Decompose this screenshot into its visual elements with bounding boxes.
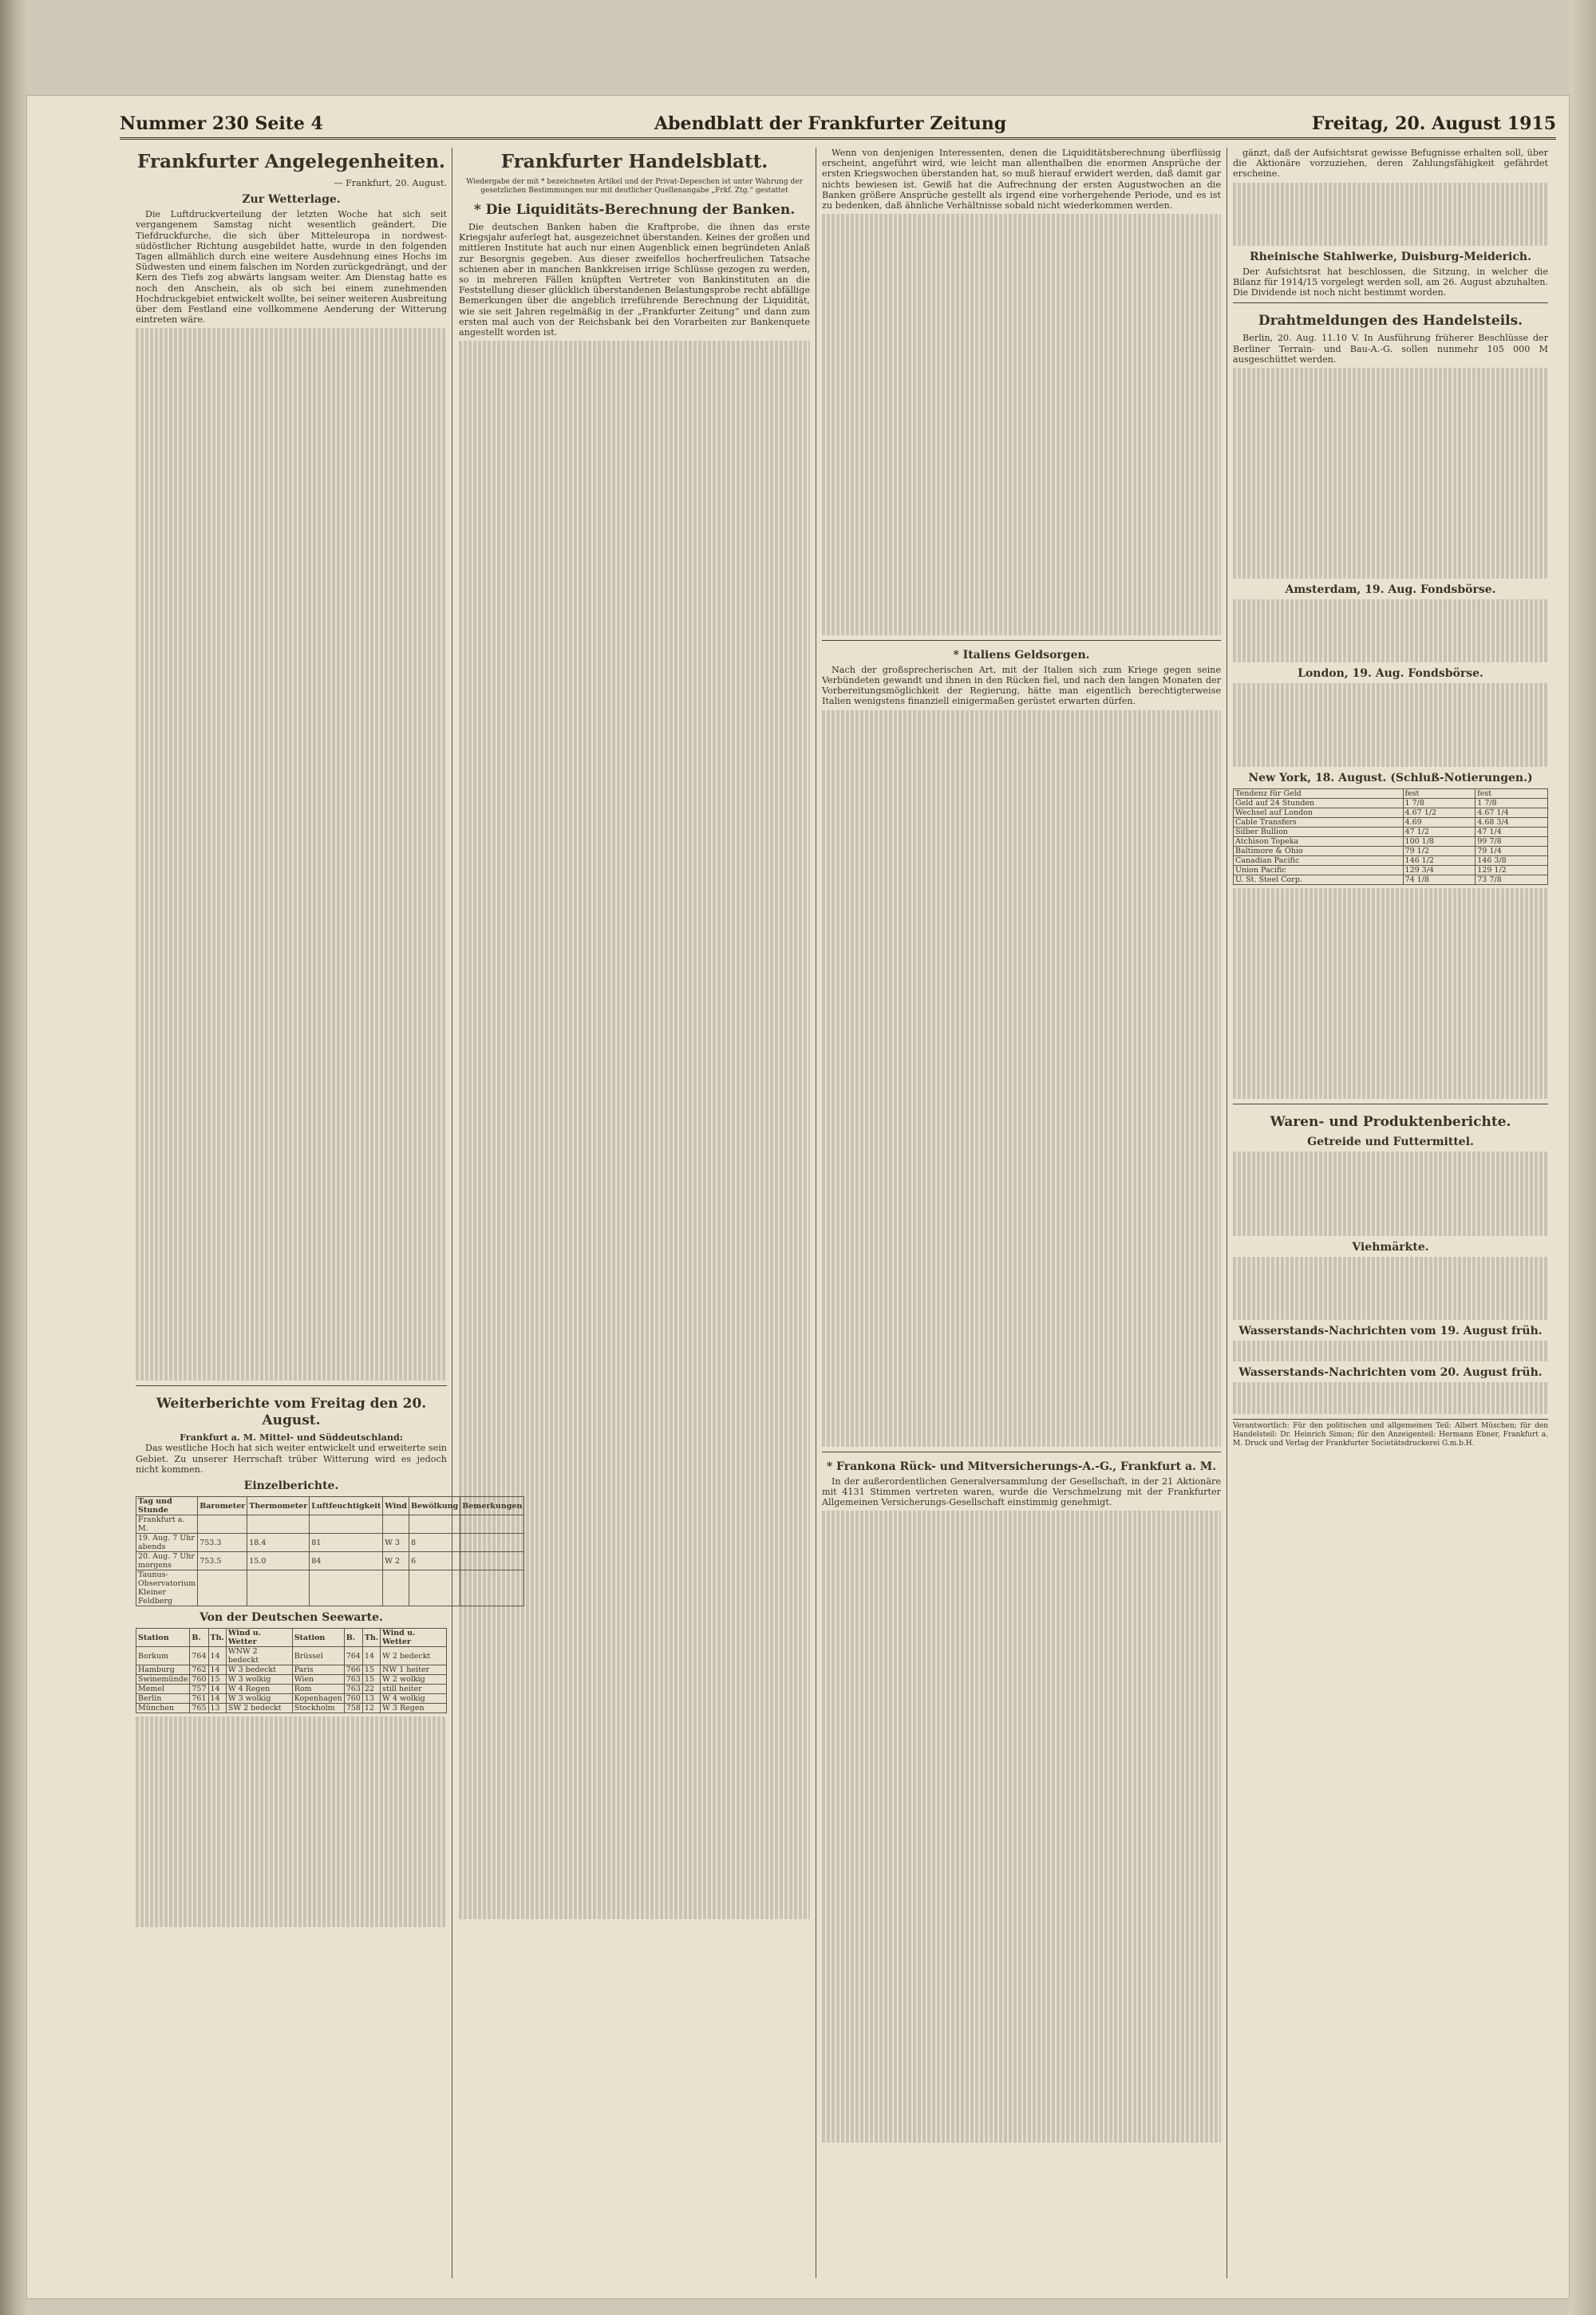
table-row: Swinemünde 760 15 W 3 wolkig Wien 763 15 W 2 wolkig [136,1675,447,1685]
table-row: Borkum 764 14 WNW 2 bedeckt Brüssel 764 14 W 2 bedeckt [136,1647,447,1665]
article-text-top: gänzt, daß der Aufsichtsrat gewisse Befugnisse erhalten soll, über die Aktionäre vorzuziehen, deren Zahlungsfähigkeit gefährdet erscheine. [1233,148,1548,180]
observations-table: Tag und Stunde Barometer Thermometer Luftfeuchtigkeit Wind Bewölkung Bemerkungen Frankfurt a. M. 19. Aug. 7 Uhr abends 753.3 18.4 81 W 3 8 20. Aug. 7 Uhr morgens 753.5 15.0 84 W 2 6 Taunus-Observatorium Kleiner Feldberg [136,1496,524,1606]
article-text-italy: Nach der großsprecherischen Art, mit der Italien sich zum Kriege gegen seine Verbündeten gewandt und ihnen in den Rücken fiel, und nach den langen Monaten der Vorbereitungsmöglichkeit der Regierung, hätte man eigentlich berechtigterweise Italien wenigstens finanziell einigermaßen gerüstet erwarten dürfen. [822,664,1221,707]
newyork-heading: New York, 18. August. (Schluß-Notierungen.) [1248,772,1533,785]
article-text-continued: Wenn von denjenigen Interessenten, denen die Liquiditätsberechnung überflüssig erscheint, angeführt wird, wie leicht man allenthalben die enormen Ansprüche der ersten Kriegswochen überstanden hat, so muß hierauf erwidert werden, daß damit gar nichts bewiesen ist. Gewiß hat die Aufrechnung der ersten Augustwochen an die Banken größere Ansprüche gestellt als irgend eine vorhergehende Periode, und es ist zu bedenken, daß ähnliche Verhältnisse sobald nicht wiederkommen werden. [822,148,1221,211]
table-row: Geld auf 24 Stunden 1 7/8 1 7/8 [1234,799,1548,808]
text-block [1233,1152,1548,1236]
text-block [1233,1382,1548,1414]
text-block [1233,888,1548,1099]
article-text-frankona: In der außerordentlichen Generalversammlung der Gesellschaft, in der 21 Aktionäre mit 4131 Stimmen vertreten waren, wurde die Verschmelzung mit der Frankfurter Allgemeinen Versicherungs-Gesellschaft einstimmig genehmigt. [822,1476,1221,1508]
table-row: Baltimore & Ohio 79 1/2 79 1/4 [1234,847,1548,856]
weather-text: Die Luftdruckverteilung der letzten Woche hat sich seit vergangenem Samstag nicht wesentlich geändert. Die Tiefdruckfurche, die sich über Mitteleuropa in nordwest-südöstlicher Richtung ausgebildet hatte, wurde in den folgenden Tagen allmählich durch eine weitere Ausdehnung eines Hochs im Südwesten und einem falschen im Norden zurückgedrängt, und der Kern des Tiefs zog abwärts langsam weiter. Am Dienstag hatte es noch den Anschein, als ob sich bei einem zunehmenden Hochdruckgebiet entwickelt wollte, bei seiner weiteren Ausbreitung über dem Festland eine vollkommene Aenderung der Witterung eintreten wäre. [136,209,447,326]
wire-news-heading: Drahtmeldungen des Handelsteils. [1258,313,1523,330]
table-row: Taunus-Observatorium Kleiner Feldberg [136,1570,524,1606]
text-block [136,1716,447,1927]
article-heading-liquidity: * Die Liquiditäts-Berechnung der Banken. [473,202,796,218]
table-row: München 765 13 SW 2 bedeckt Stockholm 758 12 W 3 Regen [136,1704,447,1713]
table-row: U. St. Steel Corp. 74 1/8 73 7/8 [1234,875,1548,885]
text-block [1233,1257,1548,1320]
table-row: Hamburg 762 14 W 3 bedeckt Paris 766 15 NW 1 heiter [136,1665,447,1675]
article-heading-frankona: * Frankona Rück- und Mitversicherungs-A.-G., Frankfurt a. M. [826,1460,1217,1473]
text-block [1233,683,1548,768]
goods-report-heading: Waren- und Produktenberichte. [1270,1114,1511,1131]
newspaper-title: Abendblatt der Frankfurter Zeitung [654,113,1007,134]
table-row: 20. Aug. 7 Uhr morgens 753.5 15.0 84 W 2 6 [136,1552,524,1570]
book-binding [0,0,27,2315]
table-row: Cable Transfers 4.69 4.68 3/4 [1234,818,1548,828]
cattle-heading: Viehmärkte. [1352,1240,1429,1254]
weather-heading: Zur Wetterlage. [242,193,341,207]
masthead [120,112,1556,140]
grain-heading: Getreide und Futtermittel. [1307,1136,1474,1149]
page-edge [1569,0,1596,2315]
section-title-local: Frankfurter Angelegenheiten. [137,151,445,172]
table-row: Wechsel auf London 4.67 1/2 4.67 1/4 [1234,808,1548,818]
article-heading-steel: Rheinische Stahlwerke, Duisburg-Meiderich. [1250,250,1531,263]
dateline: — Frankfurt, 20. August. [334,178,447,188]
table-row: 19. Aug. 7 Uhr abends 753.3 18.4 81 W 3 8 [136,1534,524,1552]
newyork-table [1233,788,1548,885]
stations-table: Station B. Th. Wind u. Wetter Station B. Th. Wind u. Wetter Borkum 764 14 WNW 2 bedeckt Brüssel 764 14 W 2 bedeckt Hamburg 762 14 W 3 bedeckt Paris 766 15 NW 1 heiter Swinemünde 760 15 W 3 wolkig Wien 763 15 W 2 wolkig Memel 757 14 W 4 Regen Rom 763 22 still heiter Berlin 761 14 W 3 wolkig Kopenhagen 760 13 W 4 wolkig München 765 13 SW 2 bedeckt Stockholm 758 12 W 3 Regen [136,1628,447,1713]
article-text-steel: Der Aufsichtsrat hat beschlossen, die Sitzung, in welcher die Bilanz für 1914/15 vorgelegt werden soll, am 26. August abzuhalten. Die Dividende ist noch nicht bestimmt worden. [1233,266,1548,298]
text-block [459,341,810,1919]
text-block [1233,368,1548,579]
london-heading: London, 19. Aug. Fondsbörse. [1298,666,1483,680]
weather-forecast: Das westliche Hoch hat sich weiter entwickelt und erweiterte sein Gebiet. Zu unserer Herrschaft trüber Witterung wird es jedoch nicht kommen. [136,1443,447,1475]
text-block [1233,183,1548,246]
weather-region: Frankfurt a. M. Mittel- und Süddeutschland: [180,1432,403,1444]
table-row: Silber Bullion 47 1/2 47 1/4 [1234,828,1548,837]
seewarte-heading: Von der Deutschen Seewarte. [200,1611,383,1624]
wire-news-text: Berlin, 20. Aug. 11.10 V. In Ausführung früherer Beschlüsse der Berliner Terrain- und Bau-A.-G. sollen nunmehr 105 000 M ausgeschüttet werden. [1233,333,1548,365]
text-block [822,214,1221,635]
reprint-notice: Wiedergabe der mit * bezeichneten Artikel und der Privat-Depeschen ist unter Wahrung der gesetzlichen Bestimmungen nur mit deutlicher Quellenangabe „Frkf. Ztg.“ gestattet [466,178,803,195]
imprint-footer: Verantwortlich: Für den politischen und allgemeinen Teil: Albert Müschen; für den Handelsteil: Dr. Heinrich Simon; für den Anzeigenteil: Hermann Ebner, Frankfurt a. M. Druck und Verlag der Frankfurter Societätsdruckerei G.m.b.H. [1233,1419,1548,1448]
table-row: Union Pacific 129 3/4 129 1/2 [1234,866,1548,875]
water-level-heading: Wasserstands-Nachrichten vom 19. August früh. [1238,1324,1543,1337]
article-text-liquidity: Die deutschen Banken haben die Kraftprobe, die ihnen das erste Kriegsjahr auferlegt hat, ausgezeichnet überstanden. Keines der großen und mittleren Institute hat auch nur einen Augenblick einen begründeten Anlaß zur Besorgnis gegeben. Aus dieser zweifellos hocherfreulichen Tatsache schienen aber in manchen Bankkreisen irrige Schlüsse gezogen zu werden, so in mehreren Fällen knüpften Vertreter von Bankinstituten an die Feststellung dieser glücklich überstandenen Belastungsprobe recht abfällige Bemerkungen über die angeblich irreführende Berechnung der Liquidität, wie sie seit Jahren regelmäßig in der „Frankfurter Zeitung“ und dann zum ersten mal auch von der Reichsbank bei den Vorarbeiten zur Bankenquete angestellt worden ist. [459,222,810,338]
table-row: Berlin 761 14 W 3 wolkig Kopenhagen 760 13 W 4 wolkig [136,1694,447,1704]
table-row: Tendenz für Geld fest fest [1234,789,1548,799]
water-level-heading-2: Wasserstands-Nachrichten vom 20. August früh. [1238,1366,1543,1380]
column-commerce [459,148,810,2286]
observations-heading: Einzelberichte. [243,1479,339,1492]
table-row: Memel 757 14 W 4 Regen Rom 763 22 still heiter [136,1685,447,1694]
table-row: Canadian Pacific 146 1/2 146 3/8 [1234,856,1548,866]
text-block [822,1511,1221,2142]
text-block [136,328,447,1381]
text-block [1233,1341,1548,1361]
column-local-news [136,148,523,2286]
issue-date: Freitag, 20. August 1915 [1311,113,1556,134]
table-row: Frankfurt a. M. [136,1515,524,1534]
article-heading-italy: * Italiens Geldsorgen. [953,648,1090,662]
text-block [822,710,1221,1447]
column-wires [1233,148,1548,2286]
amsterdam-heading: Amsterdam, 19. Aug. Fondsbörse. [1285,583,1496,596]
weather-report-heading: Weiterberichte vom Freitag den 20. August. [156,1396,427,1429]
section-title-commerce: Frankfurter Handelsblatt. [500,151,768,172]
column-articles [822,148,1221,2286]
table-row: Atchison Topeka 100 1/8 99 7/8 [1234,837,1548,847]
issue-number: Nummer 230 Seite 4 [120,113,323,134]
text-block [1233,599,1548,662]
